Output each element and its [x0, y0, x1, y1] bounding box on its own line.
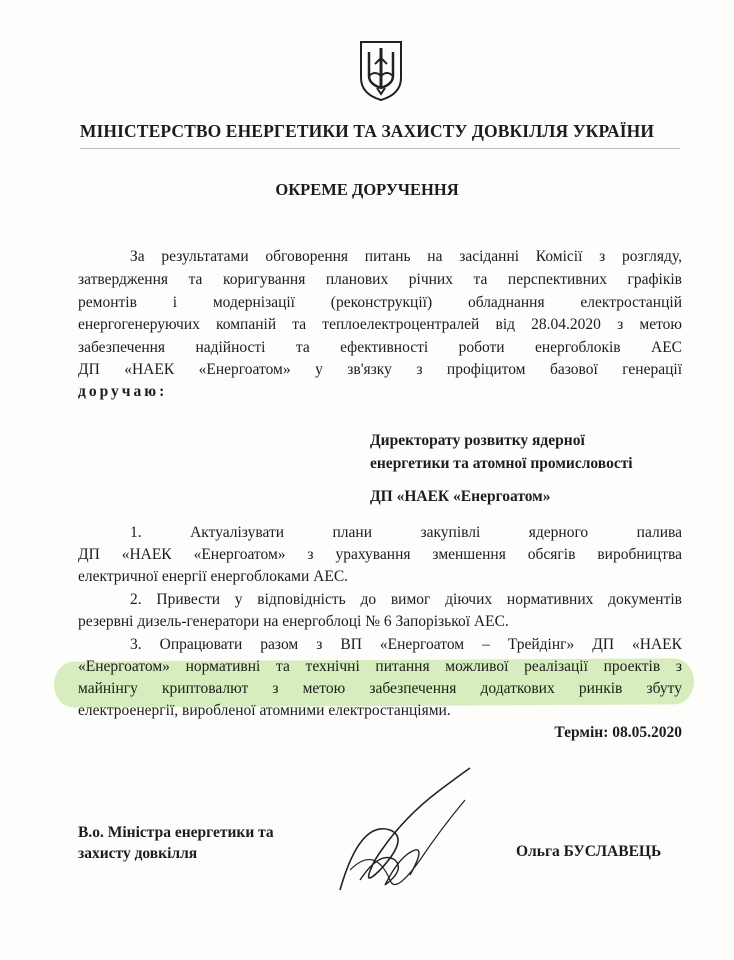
intro-line: ремонтів і модернізації (реконструкції) обладнання електростанцій — [78, 294, 682, 311]
item-line: 2. Привести у відповідність до вимог діючих нормативних документів — [130, 591, 682, 608]
signatory-position-line: В.о. Міністра енергетики та — [78, 824, 274, 841]
signatory-position-line: захисту довкілля — [78, 845, 198, 862]
signatory-position — [78, 822, 274, 864]
item-line: 3. Опрацювати разом з ВП «Енергоатом – Трейдінг» ДП «НАЕК — [130, 636, 682, 653]
intro-line: За результатами обговорення питань на засіданні Комісії з розгляду, — [130, 248, 682, 265]
addressee-line: енергетики та атомної промисловості — [370, 455, 633, 472]
addressee-line: ДП «НАЕК «Енергоатом» — [370, 488, 551, 505]
intro-line: забезпечення надійності та ефективності роботи енергоблоків АЕС — [78, 339, 682, 356]
addressee-line: Директорату розвитку ядерної — [370, 432, 585, 449]
item-line: ДП «НАЕК «Енергоатом» з урахування зменшення обсягів виробництва — [78, 546, 682, 563]
item-line: майнінгу криптовалют з метою забезпечення додаткових ринків збуту — [78, 680, 682, 697]
document-title: ОКРЕМЕ ДОРУЧЕННЯ — [275, 180, 459, 199]
intro-line-doruchayu: доручаю: — [78, 383, 168, 400]
handwritten-signature — [320, 760, 480, 910]
intro-line: затвердження та коригування планових річних та перспективних графіків — [78, 271, 682, 288]
trident-emblem-icon — [357, 38, 405, 102]
item-line: електроенергії, виробленої атомними електростанціями. — [78, 702, 451, 719]
item-line: електричної енергії енергоблоками АЕС. — [78, 568, 349, 585]
ministry-header: МІНІСТЕРСТВО ЕНЕРГЕТИКИ ТА ЗАХИСТУ ДОВКІЛЛЯ УКРАЇНИ — [79, 121, 655, 141]
signatory-name: Ольга БУСЛАВЕЦЬ — [516, 843, 662, 860]
header-divider — [80, 148, 680, 149]
item-line: резервні дизель-генератори на енергоблоці № 6 Запорізької АЕС. — [78, 613, 509, 630]
intro-line: ДП «НАЕК «Енергоатом» у зв'язку з профіцитом базової генерації — [78, 361, 682, 378]
deadline-term: Термін: 08.05.2020 — [554, 724, 682, 741]
item-line: 1. Актуалізувати плани закупівлі ядерного палива — [130, 524, 682, 541]
item-line: «Енергоатом» нормативні та технічні питання можливої реалізації проектів з — [78, 658, 682, 675]
intro-line: енергогенеруючих компаній та теплоелектроцентралей від 28.04.2020 з метою — [78, 316, 682, 333]
